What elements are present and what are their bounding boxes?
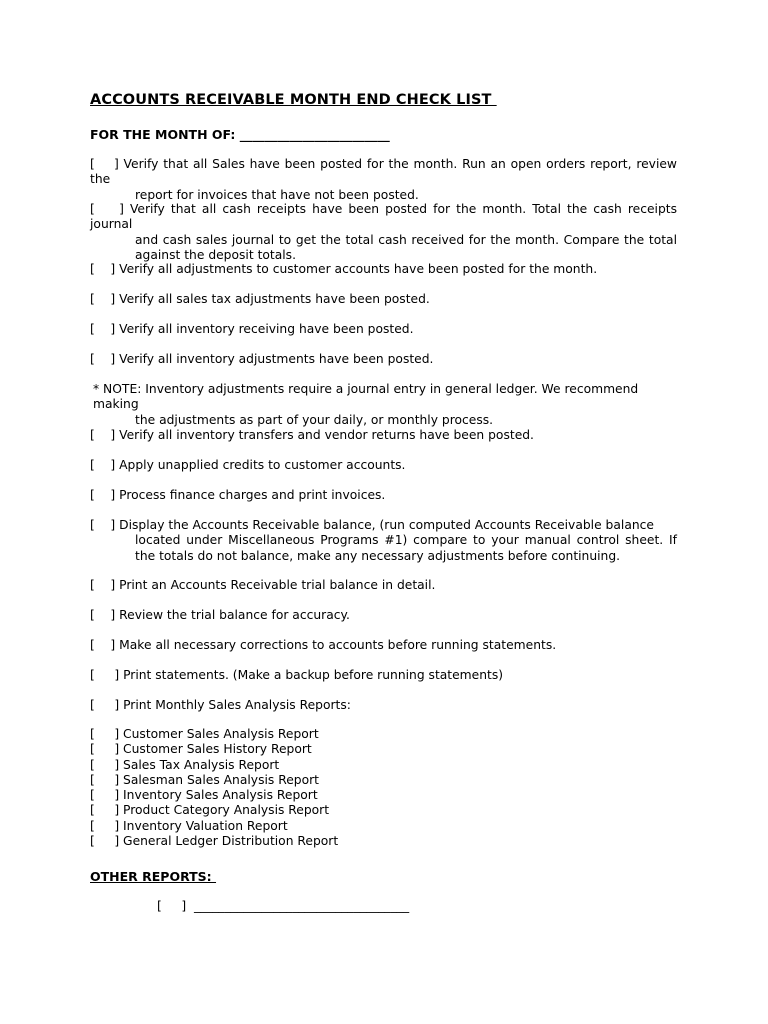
- checkbox-bracket: [ ]: [90, 518, 120, 532]
- checkbox-bracket: [ ]: [90, 428, 120, 442]
- checklist-item: [90, 668, 677, 683]
- checklist-item-text: Verify all inventory transfers and vendor returns have been posted.: [119, 428, 534, 442]
- checklist-item: [90, 292, 677, 307]
- checkbox-bracket: [ ]: [90, 698, 124, 712]
- checkbox-bracket: [ ]: [90, 578, 120, 592]
- checklist-item-text: Verify all inventory receiving have been posted.: [119, 322, 414, 336]
- report-list-item: [ ] Inventory Sales Analysis Report: [90, 788, 318, 803]
- checklist-item: [90, 428, 677, 443]
- checklist-item-continuation: report for invoices that have not been posted.: [135, 187, 419, 202]
- checkbox-bracket: [ ]: [90, 262, 120, 276]
- document-title: ACCOUNTS RECEIVABLE MONTH END CHECK LIST: [90, 92, 497, 108]
- checkbox-bracket: [ ]: [90, 157, 124, 171]
- checklist-item: [90, 578, 677, 593]
- checkbox-bracket: [ ]: [90, 668, 124, 682]
- checklist-item: [90, 352, 677, 367]
- checklist-item: [90, 202, 677, 263]
- note-continuation: the adjustments as part of your daily, or monthly process.: [135, 412, 494, 427]
- checklist-item-text: Print an Accounts Receivable trial balance in detail.: [119, 578, 436, 592]
- report-list-item: [ ] Sales Tax Analysis Report: [90, 757, 280, 772]
- checklist-item: [90, 698, 677, 713]
- checklist-item-text: Verify that all cash receipts have been posted for the month. Total the cash receipts journal: [90, 202, 677, 232]
- checklist-item: [90, 638, 677, 653]
- checklist-item: [90, 458, 677, 473]
- report-list-item: [ ] General Ledger Distribution Report: [90, 834, 339, 849]
- note-text: * NOTE: Inventory adjustments require a journal entry in general ledger. We recommend making: [93, 382, 639, 412]
- checkbox-bracket: [ ]: [90, 202, 130, 216]
- checklist-item-text: Display the Accounts Receivable balance, (run computed Accounts Receivable balance: [119, 518, 654, 532]
- checkbox-bracket: [ ]: [90, 608, 120, 622]
- report-list-item: [ ] Salesman Sales Analysis Report: [90, 772, 319, 787]
- report-list-item: [ ] Inventory Valuation Report: [90, 818, 288, 833]
- checkbox-bracket: [ ]: [90, 458, 120, 472]
- checklist-item-text: Verify all sales tax adjustments have been posted.: [119, 292, 430, 306]
- checklist-item: [90, 518, 677, 564]
- checklist-item: [90, 322, 677, 337]
- month-field: FOR THE MONTH OF: ________________________: [90, 127, 390, 142]
- checklist-item-text: Verify all inventory adjustments have been posted.: [119, 352, 434, 366]
- checkbox-bracket: [ ]: [90, 322, 120, 336]
- other-reports-heading: OTHER REPORTS:: [90, 869, 217, 884]
- checklist-item-text: Verify that all Sales have been posted for the month. Run an open orders report, review the: [90, 157, 677, 187]
- sales-analysis-report-list: [90, 727, 338, 849]
- checklist-item-text: Make all necessary corrections to accounts before running statements.: [119, 638, 557, 652]
- checkbox-bracket: [ ]: [90, 488, 120, 502]
- report-list-item: [ ] Customer Sales Analysis Report: [90, 727, 319, 741]
- checklist-item-text: Process finance charges and print invoices.: [119, 488, 386, 502]
- checklist-item: [90, 608, 677, 623]
- inventory-note: [93, 382, 677, 428]
- checklist-item-text: Print statements. (Make a backup before running statements): [123, 668, 504, 682]
- other-report-blank-line: [ ] ___________________________________: [157, 899, 410, 913]
- report-list-item: [ ] Product Category Analysis Report: [90, 803, 330, 818]
- checklist-item: [90, 262, 677, 277]
- checklist-item-continuation: located under Miscellaneous Programs #1) compare to your manual control sheet. If the totals do not balance, make any necessary adjustments before continuing.: [135, 533, 677, 563]
- checkbox-bracket: [ ]: [90, 352, 120, 366]
- checklist-item-text: Review the trial balance for accuracy.: [119, 608, 350, 622]
- checklist-item: [90, 488, 677, 503]
- report-list-item: [ ] Customer Sales History Report: [90, 742, 312, 757]
- checklist-item-text: Apply unapplied credits to customer accounts.: [119, 458, 406, 472]
- checkbox-bracket: [ ]: [90, 638, 120, 652]
- checkbox-bracket: [ ]: [90, 292, 120, 306]
- checklist-item: [90, 157, 677, 203]
- checklist-item-text: Verify all adjustments to customer accounts have been posted for the month.: [119, 262, 598, 276]
- checklist-item-text: Print Monthly Sales Analysis Reports:: [123, 698, 351, 712]
- checklist-item-continuation: and cash sales journal to get the total cash received for the month. Compare the total against the deposit totals.: [135, 232, 677, 262]
